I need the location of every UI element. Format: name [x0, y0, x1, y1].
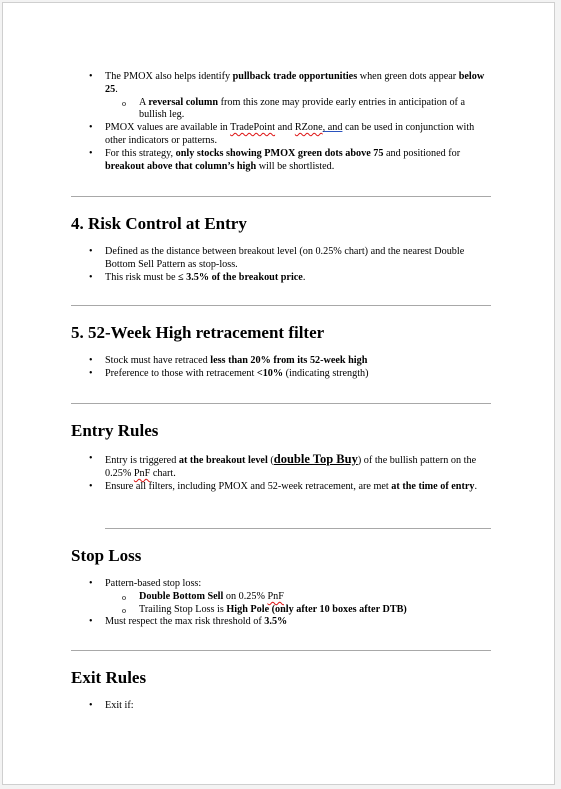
- sub-list-item: o Double Bottom Sell on 0.25% PnF: [71, 591, 491, 604]
- list-item: • Exit if:: [71, 700, 491, 713]
- stop-loss-list: [71, 578, 491, 629]
- section-divider: [71, 305, 491, 306]
- risk-control-list: [71, 246, 491, 284]
- list-item: • For this strategy, only stocks showing PMOX green dots above 75 and positioned for breakout above that column’s high will be shortlisted.: [71, 148, 491, 174]
- list-item: • Defined as the distance between breakout level (on 0.25% chart) and the nearest Double Bottom Sell Pattern as stop-loss.: [71, 246, 491, 272]
- document-page: [2, 2, 555, 785]
- section-divider: [71, 196, 491, 197]
- list-item: • This risk must be ≤ 3.5% of the breakout price.: [71, 272, 491, 285]
- list-item: • Must respect the max risk threshold of 3.5%: [71, 616, 491, 629]
- sub-list-item: o Trailing Stop Loss is High Pole (only after 10 boxes after DTB): [71, 604, 491, 617]
- section-heading-entry-rules: Entry Rules: [71, 421, 159, 440]
- section-divider: [71, 403, 491, 404]
- section-divider: [71, 650, 491, 651]
- list-item: • Entry is triggered at the breakout level (double Top Buy) of the bullish pattern on the 0.25% PnF chart.: [71, 453, 491, 481]
- list-item: • Pattern-based stop loss: o Double Bottom Sell on 0.25% PnF o Trailing Stop Loss is High Pole (only after 10 boxes after DTB): [71, 578, 491, 616]
- pmox-section: [71, 71, 491, 173]
- list-item: • Preference to those with retracement <10% (indicating strength): [71, 368, 491, 381]
- retracement-list: [71, 355, 491, 381]
- list-item: • PMOX values are available in TradePoint and RZone, and can be used in conjunction with other indicators or patterns.: [71, 122, 491, 148]
- sub-list-item: o A reversal column from this zone may provide early entries in anticipation of a bullish leg.: [71, 97, 491, 123]
- list-item: • The PMOX also helps identify pullback trade opportunities when green dots appear below 25. o A reversal column from this zone may provide early entries in anticipation of a bullish leg.: [71, 71, 491, 122]
- section-heading-stop-loss: Stop Loss: [71, 546, 142, 565]
- list-item: • Ensure all filters, including PMOX and 52-week retracement, are met at the time of entry.: [71, 481, 491, 494]
- exit-rules-list: [71, 700, 491, 713]
- section-heading-52-week: 5. 52-Week High retracement filter: [71, 323, 325, 342]
- section-heading-risk-control: 4. Risk Control at Entry: [71, 214, 247, 233]
- section-heading-exit-rules: Exit Rules: [71, 668, 147, 687]
- list-item: • Stock must have retraced less than 20% from its 52-week high: [71, 355, 491, 368]
- entry-rules-list: [71, 453, 491, 493]
- section-divider: [105, 528, 491, 529]
